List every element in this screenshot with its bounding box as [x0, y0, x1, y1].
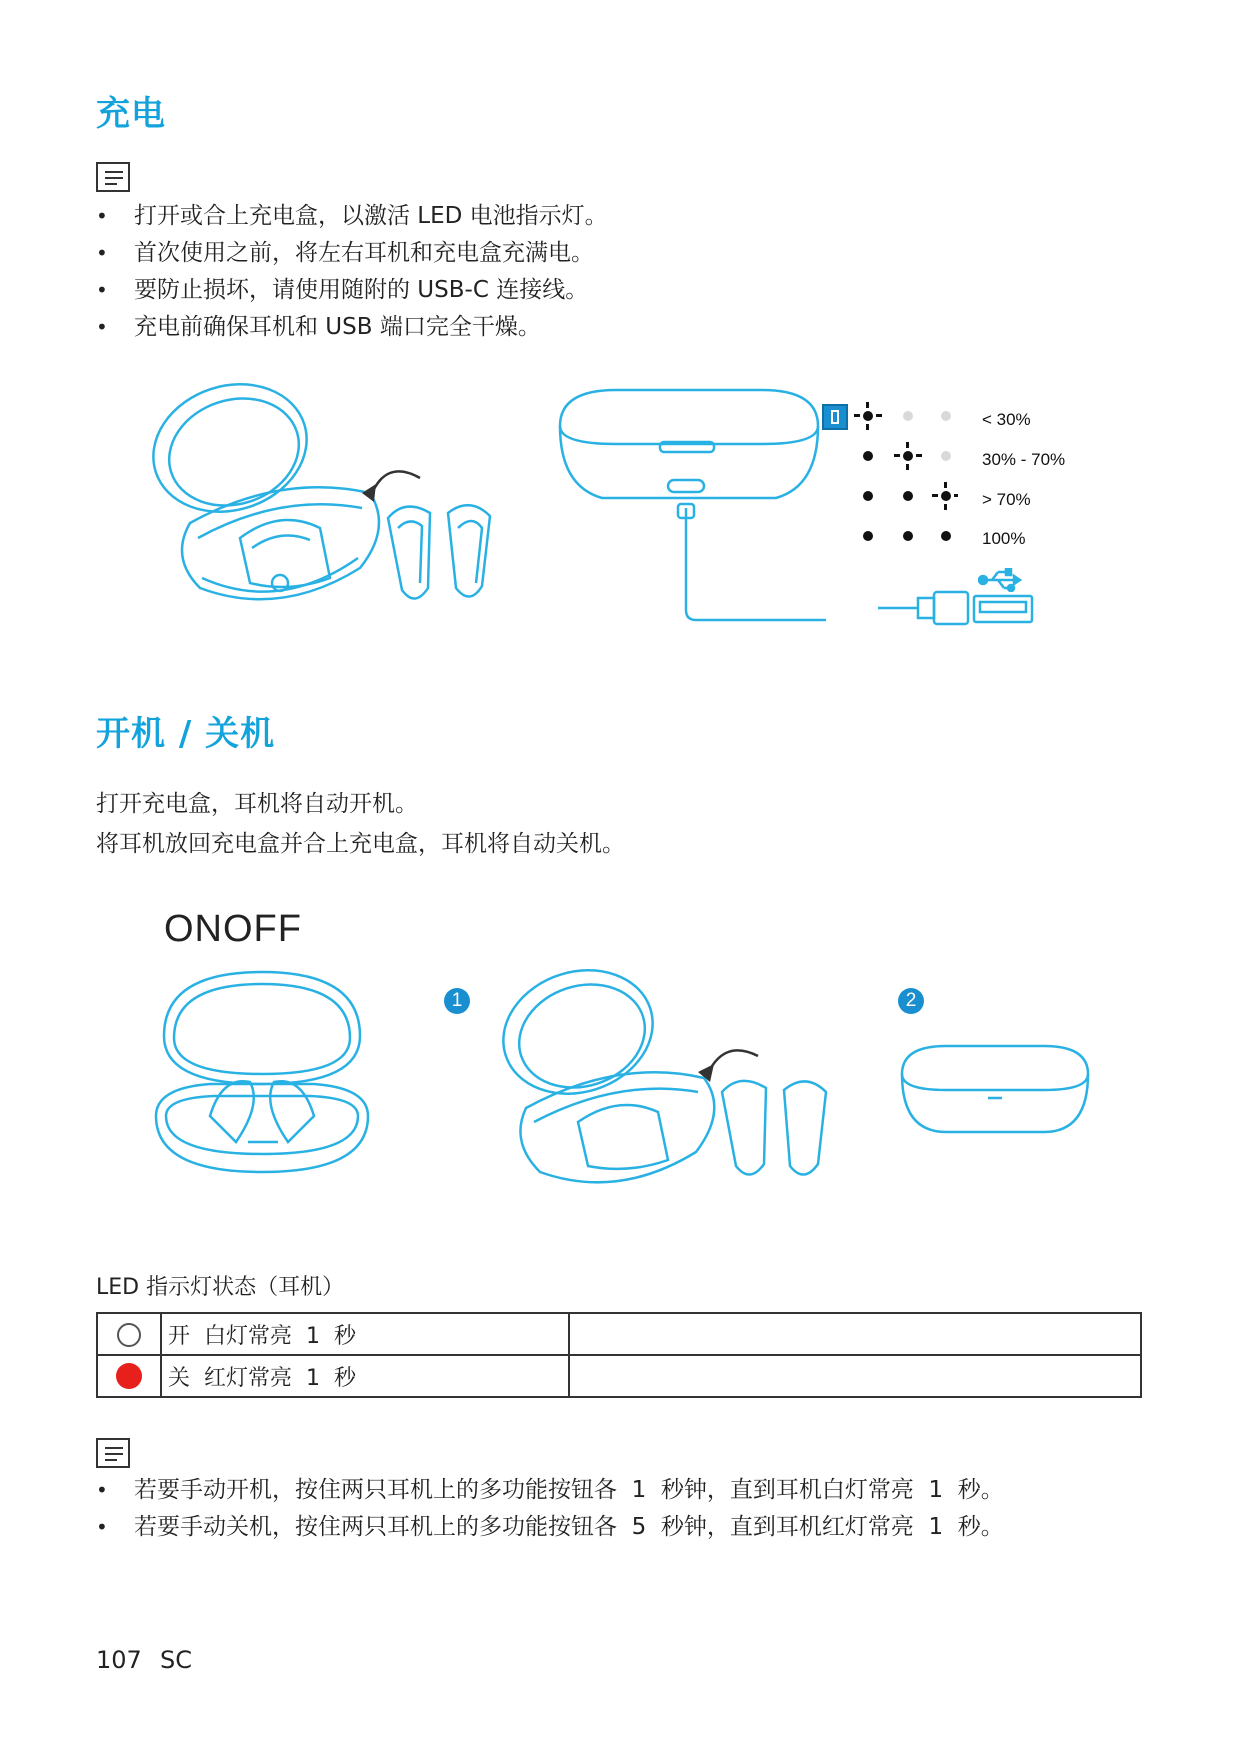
led-row-extra [569, 1355, 1141, 1397]
case-insert-earbuds-illustration [130, 378, 530, 648]
list-item: • 首次使用之前，将左右耳机和充电盒充满电。 [96, 235, 1096, 272]
note-icon [96, 1438, 130, 1468]
red-led-icon [116, 1363, 142, 1389]
charging-heading: 充电 [96, 94, 166, 134]
note-icon [96, 162, 130, 192]
battery-led-grid [848, 398, 958, 548]
table-row [97, 1313, 1141, 1355]
power-off-text: 将耳机放回充电盒并合上充电盒，耳机将自动关机。 [96, 831, 625, 857]
led-status-table [96, 1312, 1142, 1398]
onoff-label: ONOFF [164, 908, 302, 950]
page-number: 107 [96, 1646, 142, 1674]
battery-level-label: 30% - 70% [982, 450, 1066, 469]
battery-level-label: < 30% [982, 410, 1031, 429]
led-status-title: LED 指示灯状态（耳机） [96, 1275, 345, 1300]
battery-level-label: > 70% [982, 490, 1031, 509]
power-heading: 开机 / 关机 [96, 714, 276, 754]
list-item: • 若要手动开机，按住两只耳机上的多功能按钮各 1 秒钟，直到耳机白灯常亮 1 秒。 [96, 1472, 1176, 1509]
notes-bullet-list [96, 1472, 1176, 1546]
list-item: • 若要手动关机，按住两只耳机上的多功能按钮各 5 秒钟，直到耳机红灯常亮 1 秒。 [96, 1509, 1176, 1546]
usb-symbol-icon [978, 568, 1028, 592]
charging-bullet-list [96, 198, 1096, 346]
list-item: • 打开或合上充电盒，以激活 LED 电池指示灯。 [96, 198, 1096, 235]
list-item: • 要防止损坏，请使用随附的 USB-C 连接线。 [96, 272, 1096, 309]
step-2-badge: 2 [898, 988, 924, 1014]
led-row-text: 关 红灯常亮 1 秒 [161, 1355, 569, 1397]
battery-level-label: 100% [982, 529, 1026, 548]
case-charging-illustration [556, 386, 826, 636]
open-case-illustration [150, 966, 380, 1182]
battery-icon [822, 404, 848, 430]
white-led-icon [117, 1323, 141, 1347]
led-row-extra [569, 1313, 1141, 1355]
insert-earbuds-illustration [478, 960, 848, 1206]
language-code: SC [160, 1646, 192, 1674]
table-row [97, 1355, 1141, 1397]
step-1-badge: 1 [444, 988, 470, 1014]
closed-case-illustration [898, 1040, 1092, 1140]
list-item: • 充电前确保耳机和 USB 端口完全干燥。 [96, 309, 1096, 346]
led-row-text: 开 白灯常亮 1 秒 [161, 1313, 569, 1355]
power-on-text: 打开充电盒，耳机将自动开机。 [96, 791, 418, 817]
